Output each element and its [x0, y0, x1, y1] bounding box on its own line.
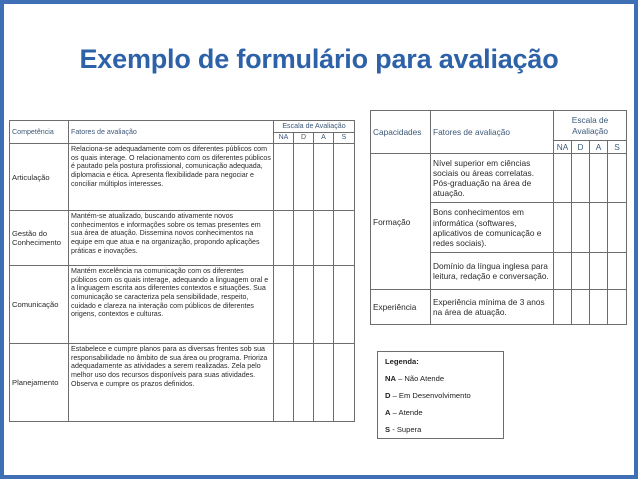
legend-code: A: [385, 408, 391, 418]
table-row: [10, 266, 355, 344]
rating-cell-a[interactable]: [314, 211, 334, 266]
rating-cell-s[interactable]: [334, 144, 355, 211]
fatores-cell: Experiência mínima de 3 anos na área de atuação.: [431, 290, 554, 325]
legend-text: – Em Desenvolvimento: [390, 391, 471, 401]
rating-cell-a[interactable]: [314, 266, 334, 344]
rating-cell-s[interactable]: [334, 344, 355, 422]
rating-cell-s[interactable]: [608, 203, 627, 253]
fatores-cell: Mantém-se atualizado, buscando ativamente novos conhecimentos e informações sobre os temas presentes em sua área de atuação. Dissemina novos conhecimentos na equipe em que atua e na organização, propondo aplicações práticas e inovações.: [69, 211, 274, 266]
rating-cell-s[interactable]: [608, 154, 627, 203]
scale-a: A: [314, 132, 334, 144]
legend-item: [385, 374, 503, 383]
rating-cell-a[interactable]: [590, 203, 608, 253]
rating-cell-s[interactable]: [334, 211, 355, 266]
rating-cell-na[interactable]: [274, 144, 294, 211]
fatores-cell: Relaciona-se adequadamente com os diferentes públicos com os quais interage. O relacionamento com os diferentes públicos é pautado pela postura profissional, comunicação adequada, diplomacia e ética. Apresenta flexibilidade para negociar e conciliar múltiplos interesses.: [69, 144, 274, 211]
fatores-cell: Nível superior em ciências sociais ou áreas correlatas. Pós-graduação na área de atuação.: [431, 154, 554, 203]
rating-cell-d[interactable]: [294, 211, 314, 266]
rating-cell-na[interactable]: [274, 344, 294, 422]
legend-title: Legenda:: [385, 357, 419, 366]
table-row: [10, 211, 355, 266]
legend-text: – Não Atende: [395, 374, 445, 384]
legend-code: S: [385, 425, 391, 435]
legend-text: - Supera: [390, 425, 422, 435]
legend-item: [385, 408, 503, 417]
table-row: [10, 144, 355, 211]
capacidade-formacao: Formação: [371, 154, 431, 290]
scale-d: D: [572, 141, 590, 154]
rating-cell-s[interactable]: [608, 253, 627, 290]
competencia-cell: Comunicação: [10, 266, 69, 344]
legend-text: – Atende: [390, 408, 423, 418]
scale-a: A: [590, 141, 608, 154]
rating-cell-na[interactable]: [274, 211, 294, 266]
competencia-cell: Planejamento: [10, 344, 69, 422]
rating-cell-d[interactable]: [294, 266, 314, 344]
rating-cell-d[interactable]: [294, 344, 314, 422]
rating-cell-a[interactable]: [314, 144, 334, 211]
scale-d: D: [294, 132, 314, 144]
table-row: [371, 290, 627, 325]
rating-cell-d[interactable]: [294, 144, 314, 211]
fatores-cell: Estabelece e cumpre planos para as diversas frentes sob sua responsabilidade no âmbito de sua área ou programa. Prioriza adequadamente as atividades a serem realizadas. Zela pelo melhor uso dos recursos disponíveis para suas atividades. Observa e cumpre os prazos definidos.: [69, 344, 274, 422]
legend-code: NA: [385, 374, 396, 384]
page-title: Exemplo de formulário para avaliação: [79, 44, 559, 74]
rating-cell-d[interactable]: [572, 290, 590, 325]
rating-cell-a[interactable]: [590, 154, 608, 203]
header-escala: Escala de Avaliação: [274, 121, 355, 133]
legend-item: [385, 425, 503, 434]
competencia-cell: Articulação: [10, 144, 69, 211]
table-row: [371, 154, 627, 203]
rating-cell-a[interactable]: [590, 253, 608, 290]
competencias-table: [9, 120, 355, 422]
capacidade-experiencia: Experiência: [371, 290, 431, 325]
scale-s: S: [334, 132, 355, 144]
legend-code: D: [385, 391, 391, 401]
header-fatores: Fatores de avaliação: [431, 111, 554, 154]
fatores-cell: Domínio da língua inglesa para leitura, redação e conversação.: [431, 253, 554, 290]
header-fatores: Fatores de avaliação: [69, 121, 274, 144]
rating-cell-na[interactable]: [274, 266, 294, 344]
rating-cell-na[interactable]: [554, 154, 572, 203]
fatores-cell: Bons conhecimentos em informática (softwares, aplicativos de comunicação e redes sociais).: [431, 203, 554, 253]
rating-cell-d[interactable]: [572, 253, 590, 290]
rating-cell-d[interactable]: [572, 154, 590, 203]
legend-box: [377, 351, 504, 439]
rating-cell-na[interactable]: [554, 290, 572, 325]
header-competencia: Competência: [10, 121, 69, 144]
rating-cell-a[interactable]: [314, 344, 334, 422]
scale-na: NA: [274, 132, 294, 144]
header-escala: Escala de Avaliação: [554, 111, 627, 141]
header-capacidades: Capacidades: [371, 111, 431, 154]
rating-cell-s[interactable]: [334, 266, 355, 344]
fatores-cell: Mantém excelência na comunicação com os diferentes públicos com os quais interage, adequando a linguagem oral e a linguagem escrita aos diferentes contextos e situações. Sua comunicação se caracteriza pela sensibilidade, respeito, cuidado e clareza na interação com públicos de diferentes origens, contextos e culturas.: [69, 266, 274, 344]
rating-cell-a[interactable]: [590, 290, 608, 325]
rating-cell-na[interactable]: [554, 253, 572, 290]
table-row: [10, 344, 355, 422]
competencia-cell: Gestão do Conhecimento: [10, 211, 69, 266]
rating-cell-d[interactable]: [572, 203, 590, 253]
rating-cell-na[interactable]: [554, 203, 572, 253]
scale-s: S: [608, 141, 627, 154]
rating-cell-s[interactable]: [608, 290, 627, 325]
capacidades-table: [370, 110, 627, 325]
legend-item: [385, 391, 503, 400]
scale-na: NA: [554, 141, 572, 154]
slide: [4, 4, 634, 475]
